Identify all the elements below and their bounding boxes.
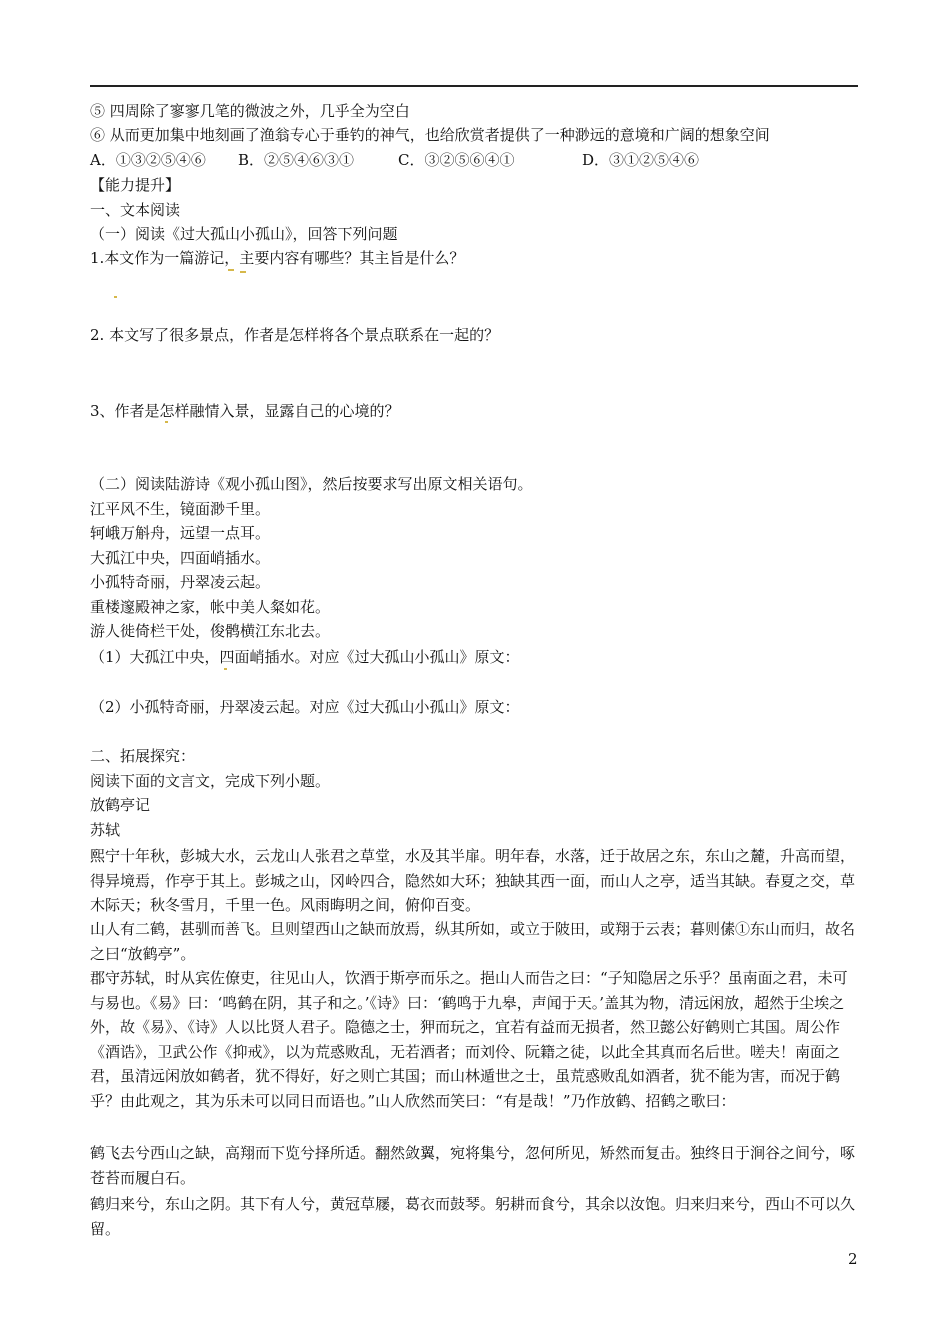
question-3: 3、作者是怎样融情入景，显露自己的心境的？ [90,402,400,420]
choice-c: C．③②⑤⑥④① [398,151,515,169]
ink-speck [114,296,117,298]
section-heading-ability: 【能力提升】 [90,176,181,194]
poem-line: 轲峨万斛舟，远望一点耳。 [90,524,271,542]
poem-line: 大孤江中央，四面峭插水。 [90,549,271,567]
poem-line: 江平风不生，镜面渺千里。 [90,500,271,518]
section-heading-extension: 二、拓展探究： [90,747,196,765]
ink-speck [224,668,227,670]
poem-line: 游人徙倚栏干处，俊鹘横江东北去。 [90,622,331,640]
essay-paragraph-4: 鹤飞去兮西山之缺，高翔而下览兮择所适。翻然敛翼，宛将集兮，忽何所见，矫然而复击。独终日于涧谷之间兮，啄苍苔而履白石。 [90,1144,856,1187]
answer-choices [90,150,699,170]
section-heading-text-reading: 一、文本阅读 [90,201,181,219]
option-item-6: ⑥ 从而更加集中地刻画了渔翁专心于垂钓的神气，也给欣赏者提供了一种渺远的意境和广阔的想象空间 [90,126,770,144]
subsection-heading-2: （二）阅读陆游诗《观小孤山图》，然后按要求写出原文相关语句。 [90,475,533,493]
choice-a: A．①③②⑤④⑥ [90,151,206,169]
ink-speck [228,269,234,271]
choice-d: D．③①②⑤④⑥ [582,151,700,169]
prompt-2: （2）小孤特奇丽，丹翠凌云起。对应《过大孤山小孤山》原文： [90,698,520,716]
essay-paragraph-2: 山人有二鹤，甚驯而善飞。旦则望西山之缺而放焉，纵其所如，或立于陂田，或翔于云表；暮则傃①东山而归，故名之曰“放鹤亭”。 [90,920,856,963]
subsection-heading-1: （一）阅读《过大孤山小孤山》，回答下列问题 [90,225,398,243]
essay-paragraph-5: 鹤归来兮，东山之阴。其下有人兮，黄冠草屦，葛衣而鼓琴。躬耕而食兮，其余以汝饱。归来归来兮，西山不可以久留。 [90,1195,856,1238]
poem-line: 小孤特奇丽，丹翠凌云起。 [90,573,271,591]
instruction-text: 阅读下面的文言文，完成下列小题。 [90,772,331,790]
essay-paragraph-1: 熙宁十年秋，彭城大水，云龙山人张君之草堂，水及其半扉。明年春，水落，迁于故居之东，东山之麓，升高而望，得异境焉，作亭于其上。彭城之山，冈岭四合，隐然如大环；独缺其西一面，而山人之亭，适当其缺。春夏之交，草木际天；秋冬雪月，千里一色。风雨晦明之间，俯仰百变。 [90,847,856,914]
ink-speck [165,421,168,423]
essay-paragraph-3: 郡守苏轼，时从宾佐僚吏，往见山人，饮酒于斯亭而乐之。挹山人而告之曰：“子知隐居之乐乎？虽南面之君，未可与易也。《易》曰：‘鸣鹤在阴，其子和之。’《诗》曰：‘鹤鸣于九皋，声闻于天。’盖其为物，清远闲放，超然于尘埃之外，故《易》、《诗》人以比贤人君子。隐德之士，狎而玩之，宜若有益而无损者，然卫懿公好鹤则亡其国。周公作《酒诰》，卫武公作《抑戒》，以为荒惑败乱，无若酒者；而刘伶、阮籍之徒，以此全其真而名后世。嗟夫！南面之君，虽清远闲放如鹤者，犹不得好，好之则亡其国；而山林遁世之士，虽荒惑败乱如酒者，犹不能为害，而况于鹤乎？由此观之，其为乐未可以同日而语也。”山人欣然而笑曰：“有是哉！”乃作放鹤、招鹤之歌曰： [90,969,848,1110]
poem-line: 重楼邃殿神之家，帐中美人粲如花。 [90,598,331,616]
essay-title: 放鹤亭记 [90,796,151,814]
option-item-5: ⑤ 四周除了寥寥几笔的微波之外，几乎全为空白 [90,102,410,120]
question-1: 1.本文作为一篇游记，主要内容有哪些？其主旨是什么？ [90,249,465,267]
prompt-1: （1）大孤江中央，四面峭插水。对应《过大孤山小孤山》原文： [90,648,520,666]
question-2: 2. 本文写了很多景点，作者是怎样将各个景点联系在一起的？ [90,326,500,344]
header-rule [90,85,858,87]
page-number: 2 [848,1250,858,1268]
essay-author: 苏轼 [90,821,121,839]
choice-b: B．②⑤④⑥③① [238,151,355,169]
ink-speck [240,271,246,273]
